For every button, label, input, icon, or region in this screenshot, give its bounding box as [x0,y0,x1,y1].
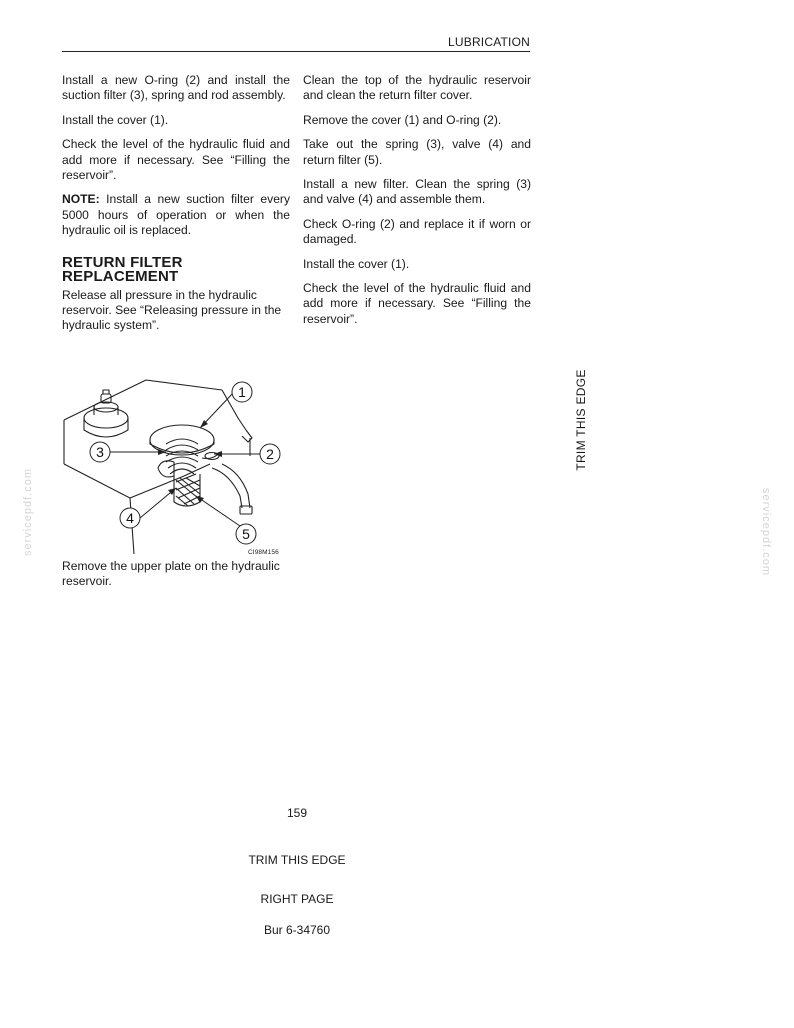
document-code: Bur 6-34760 [263,923,331,937]
figure-code: CI98M156 [248,549,279,556]
callout-4: 4 [126,510,134,526]
paragraph: Install the cover (1). [303,256,410,271]
right-column [303,73,531,336]
page-side-label: RIGHT PAGE [260,892,334,906]
callout-1: 1 [238,384,246,400]
figure-caption: Remove the upper plate on the hydraulic reservoir. [62,559,280,589]
trim-label: TRIM THIS EDGE [248,853,346,867]
paragraph: Remove the cover (1) and O-ring (2). [303,112,502,127]
section-heading [62,253,290,285]
callout-5: 5 [242,526,250,542]
paragraph: Clean the top of the hydraulic reservoir and clean the return filter cover. [303,73,531,103]
note-label: NOTE: [62,192,100,207]
paragraph: Check the level of the hydraulic fluid and add more if necessary. See “Filling the reservoir”. [303,281,531,326]
watermark-right: servicepdf.com [760,488,772,576]
section-title: LUBRICATION [448,35,530,49]
paragraph: Take out the spring (3), valve (4) and return filter (5). [303,137,531,167]
paragraph: Install a new filter. Clean the spring (3) and valve (4) and assemble them. [303,177,531,207]
paragraph: Release all pressure in the hydraulic reservoir. See “Releasing pressure in the hydraulic system”. [62,287,282,333]
watermark-left: servicepdf.com [22,468,34,556]
note-paragraph [62,192,290,238]
left-column [62,73,290,343]
page-number: 159 [286,806,308,820]
paragraph: Install the cover (1). [62,112,169,127]
section-heading-line: REPLACEMENT [62,267,179,285]
return-filter-illustration [62,378,294,562]
callout-3: 3 [96,444,104,460]
side-trim-label: TRIM THIS EDGE [574,369,588,471]
callout-2: 2 [266,446,274,462]
paragraph: Check O-ring (2) and replace it if worn or damaged. [303,216,531,247]
header-divider [62,51,530,52]
paragraph: Install a new O-ring (2) and install the suction filter (3), spring and rod assembly. [62,73,290,103]
section-heading-line: RETURN FILTER [62,253,183,271]
paragraph: Check the level of the hydraulic fluid and add more if necessary. See “Filling the reservoir”. [62,137,290,183]
note-text: Install a new suction filter every 5000 hours of operation or when the hydraulic oil is replaced. [62,192,290,238]
